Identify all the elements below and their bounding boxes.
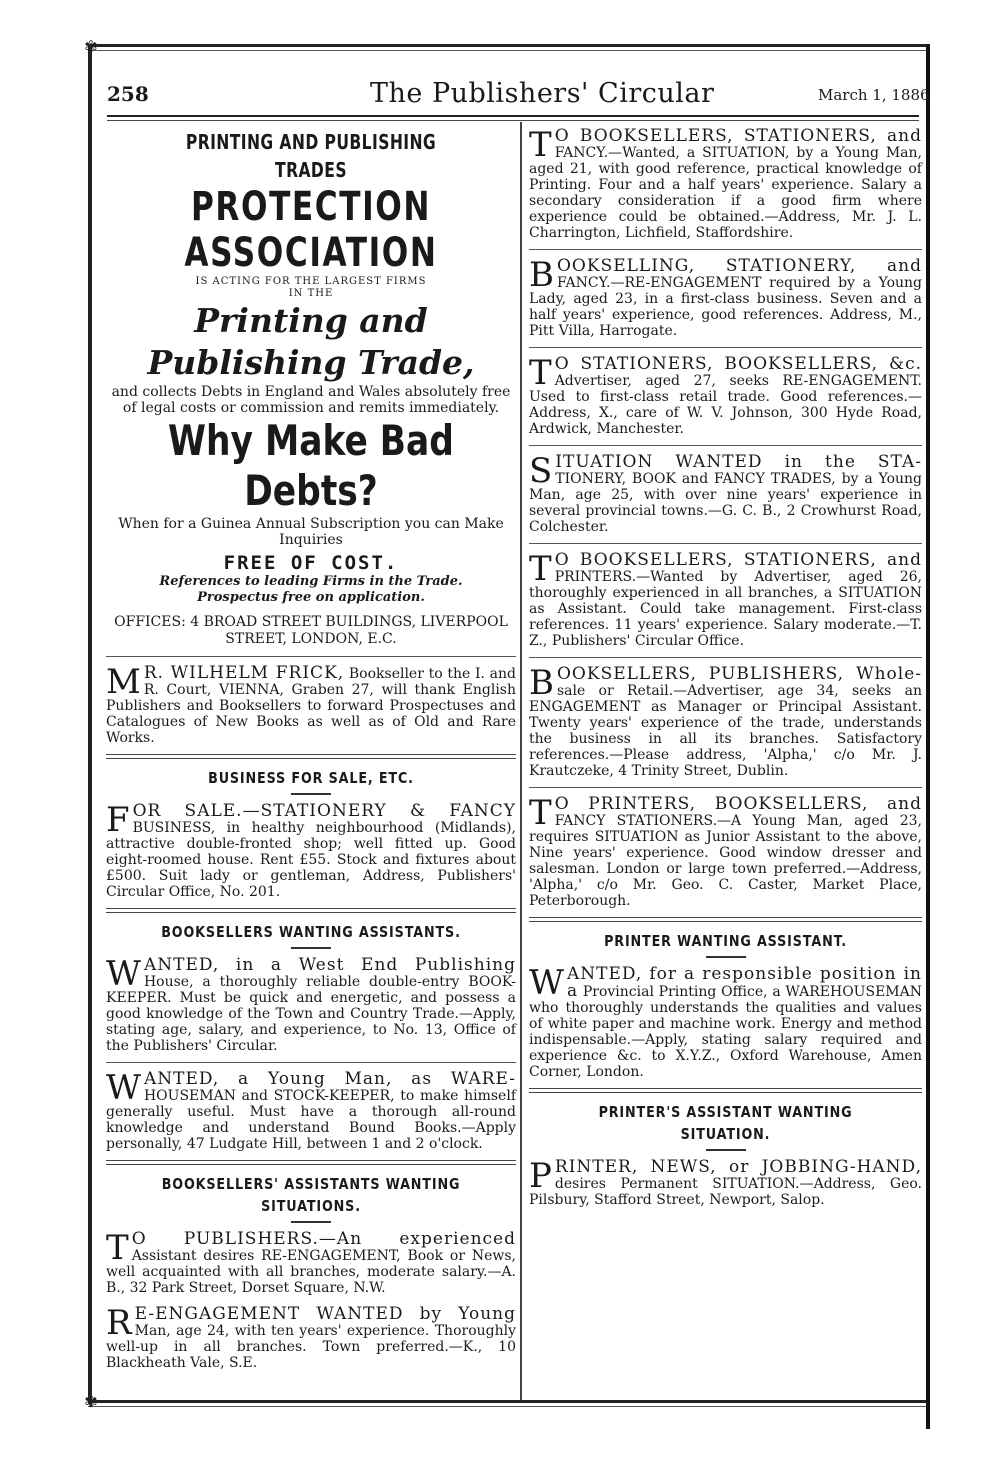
divider-double bbox=[529, 1088, 922, 1093]
section-heading: PRINTER WANTING ASSISTANT. bbox=[604, 932, 847, 950]
divider-double bbox=[106, 1160, 516, 1165]
protection-in-the: IN THE bbox=[288, 288, 334, 299]
classified-ad bbox=[529, 353, 922, 437]
short-rule bbox=[291, 793, 331, 795]
ad-lead: O BOOKSELLERS, STATIONERS, and bbox=[554, 550, 922, 570]
reengagement-ad bbox=[106, 1303, 516, 1371]
drop-cap: W bbox=[106, 954, 141, 994]
ad-text: FANCY.—RE-ENGAGEMENT required by a Young Lady, aged 23, in a first-class business. Seven and a half years' experience, good references. Address, M., Pitt Villa, Harrogate. bbox=[529, 275, 922, 339]
frame-bottom-rule-thin bbox=[88, 1406, 926, 1407]
short-rule bbox=[706, 1149, 746, 1151]
frame-left-rule bbox=[88, 44, 92, 1404]
ad-text: BUSINESS, in healthy neighbourhood (Midlands), attractive double-fronted shop; well fitted up. Good eight-roomed house. Rent £55. Stock and fixtures about £500. Suit lady or gentleman, Address, Publishers' Circular Office, No. 201. bbox=[106, 820, 516, 900]
protection-collects: and collects Debts in England and Wales absolutely free of legal costs or commission and remits immediately. bbox=[111, 384, 511, 416]
ad-text: sale or Retail.—Advertiser, age 34, seeks an ENGAGEMENT as Manager or Principal Assistant. Twenty years' experience of the trade, understands the business in all its branches. Satisfactory references.—Please address, 'Alpha,' c/o Mr. J. Krautczeke, 4 Trinity Street, Dublin. bbox=[529, 683, 922, 779]
header-rule-thin bbox=[107, 120, 919, 121]
publication-title: The Publishers' Circular bbox=[370, 78, 715, 109]
ad-lead: O PRINTERS, BOOKSELLERS, and bbox=[554, 794, 922, 814]
ad-lead: E-ENGAGEMENT WANTED by Young bbox=[134, 1304, 516, 1324]
protection-acting: IS ACTING FOR THE LARGEST FIRMS bbox=[195, 276, 427, 287]
ad-text: FANCY.—Wanted, a SITUATION, by a Young Man, aged 21, with good reference, practical knowledge of Printing. Four and a half years' experience. Salary a secondary consideration if a good firm where experience could be obtained.—Address, Mr. J. L. Charrington, Lichfield, Staffordshire. bbox=[529, 145, 922, 241]
divider bbox=[529, 249, 922, 250]
corner-ornament-icon: ✾ bbox=[84, 37, 98, 56]
ad-lead: ANTED, for a responsible position in a bbox=[566, 964, 922, 1001]
drop-cap: B bbox=[529, 255, 554, 295]
drop-cap: P bbox=[529, 1156, 552, 1196]
classified-ad bbox=[529, 125, 922, 241]
divider bbox=[529, 657, 922, 658]
classified-ad bbox=[529, 963, 922, 1080]
protection-references: References to leading Firms in the Trade. bbox=[159, 574, 463, 589]
divider bbox=[106, 1062, 516, 1063]
divider bbox=[106, 656, 516, 657]
divider bbox=[529, 347, 922, 348]
section-heading: BUSINESS FOR SALE, ETC. bbox=[208, 769, 414, 787]
frame-top-rule bbox=[92, 44, 930, 47]
drop-cap: B bbox=[529, 663, 554, 703]
drop-cap: R bbox=[106, 1303, 132, 1343]
ad-text: FANCY STATIONERS.—A Young Man, aged 23, requires SITUATION as Junior Assistant to the above, Nine years' experience. Good window dresser and salesman. London or large town preferred.—Address, 'Alpha,' c/o Mr. Geo. C. Caster, Market Place, Peterborough. bbox=[529, 813, 922, 909]
protection-why-heading: Why Make Bad Debts? bbox=[168, 416, 454, 515]
ad-lead: ANTED, in a West End Publishing bbox=[143, 955, 516, 975]
ad-lead: O PUBLISHERS.—An experienced bbox=[131, 1229, 516, 1249]
divider bbox=[529, 445, 922, 446]
drop-cap: S bbox=[529, 451, 553, 491]
section-heading: BOOKSELLERS WANTING ASSISTANTS. bbox=[161, 923, 461, 941]
divider-double bbox=[529, 917, 922, 922]
ad-lead: O BOOKSELLERS, STATIONERS, and bbox=[554, 126, 922, 146]
ad-text: House, a thoroughly reliable double-entry BOOK-KEEPER. Must be quick and energetic, and possess a good knowledge of the Town and Country Trade.—Apply, stating age, salary, and experience, to No. 13, Office of the Publishers' Circular. bbox=[106, 974, 516, 1054]
classified-ad bbox=[529, 1156, 922, 1208]
ad-text: Man, age 24, with ten years' experience. Thoroughly well-up in all branches. Town preferred.—K., 10 Blackheath Vale, S.E. bbox=[106, 1323, 516, 1371]
ad-lead: RINTER, NEWS, or JOBBING-HAND, bbox=[554, 1157, 922, 1177]
wanted-bookkeeper-ad bbox=[106, 954, 516, 1054]
wanted-warehouseman-ad bbox=[106, 1068, 516, 1152]
short-rule bbox=[706, 956, 746, 958]
frame-right-rule bbox=[926, 44, 930, 1429]
for-sale-ad bbox=[106, 800, 516, 900]
drop-cap: T bbox=[106, 1228, 129, 1268]
drop-cap: W bbox=[529, 963, 564, 1003]
ad-text: Bookseller to the I. and R. Court, VIENNA, Graben 27, will thank English Publishers and Booksellers to forward Prospectuses and Catalogues of New Books as well as of Old and Rare Works. bbox=[106, 666, 516, 746]
classified-ad bbox=[529, 793, 922, 909]
left-column bbox=[106, 128, 516, 1371]
ad-text: PRINTERS.—Wanted by Advertiser, aged 26, thoroughly experienced in all branches, a SITUATION as Assistant. Could take management. First-class references. 11 years' experience. Salary moderate.—T. Z., Publishers' Circular Office. bbox=[529, 569, 922, 649]
drop-cap: T bbox=[529, 353, 552, 393]
ad-text: Assistant desires RE-ENGAGEMENT, Book or News, well acquainted with all branches, moderate salary.—A. B., 32 Park Street, Dorset Square, N.W. bbox=[106, 1248, 516, 1296]
ad-lead: O STATIONERS, BOOKSELLERS, &c. bbox=[554, 354, 922, 374]
drop-cap: T bbox=[529, 125, 552, 165]
frame-bottom-rule bbox=[88, 1400, 926, 1403]
frame-top-rule-thin bbox=[92, 50, 930, 51]
ad-text: HOUSEMAN and STOCK-KEEPER, to make himself generally useful. Must have a thorough all-round knowledge and understand Bound Books.—Apply personally, 47 Ludgate Hill, between 1 and 2 o'clock. bbox=[106, 1088, 516, 1152]
drop-cap: W bbox=[106, 1068, 141, 1108]
protection-prospectus: Prospectus free on application. bbox=[197, 590, 425, 605]
classified-ad bbox=[529, 663, 922, 779]
column-divider bbox=[520, 122, 522, 1400]
protection-line1: PRINTING AND PUBLISHING TRADES bbox=[185, 130, 437, 182]
right-column bbox=[529, 125, 922, 1208]
protection-trade-heading: Printing and Publishing Trade, bbox=[147, 301, 475, 382]
frick-ad bbox=[106, 662, 516, 746]
classified-ad bbox=[529, 549, 922, 649]
corner-ornament-icon: ✾ bbox=[84, 1392, 98, 1411]
divider-double bbox=[106, 908, 516, 913]
drop-cap: T bbox=[529, 793, 552, 833]
ad-lead: OOKSELLING, STATIONERY, and bbox=[557, 256, 922, 276]
classified-ad bbox=[529, 451, 922, 535]
publishers-ad bbox=[106, 1228, 516, 1296]
header-rule bbox=[107, 115, 919, 117]
short-rule bbox=[291, 1221, 331, 1223]
ad-lead: R. WILHELM FRICK, bbox=[143, 663, 345, 683]
ad-lead: OR SALE.—STATIONERY & FANCY bbox=[132, 801, 516, 821]
protection-free: FREE OF COST. bbox=[223, 552, 399, 574]
ad-text: Provincial Printing Office, a WAREHOUSEMAN who thoroughly understands the qualities and values of white paper and machine work. Energy and method indispensable.—Apply, stating salary required and experience &c. to X.Y.Z., Oxford Warehouse, Amen Corner, London. bbox=[529, 984, 922, 1080]
ad-lead: ITUATION WANTED in the STA- bbox=[555, 452, 922, 472]
protection-offices: OFFICES: 4 BROAD STREET BUILDINGS, LIVERPOOL STREET, LONDON, E.C. bbox=[114, 614, 508, 647]
section-heading: PRINTER'S ASSISTANT WANTING SITUATION. bbox=[598, 1103, 853, 1143]
classified-ad bbox=[529, 255, 922, 339]
drop-cap: F bbox=[106, 800, 130, 840]
issue-date: March 1, 1886 bbox=[818, 86, 930, 104]
ad-text: Advertiser, aged 27, seeks RE-ENGAGEMENT. Used to first-class retail trade. Good references.—Address, X., care of W. V. Johnson, 300 Hyde Road, Ardwick, Manchester. bbox=[529, 373, 922, 437]
drop-cap: M bbox=[106, 662, 141, 702]
ad-text: TIONERY, BOOK and FANCY TRADES, by a Young Man, age 25, with over nine years' experience in several provincial towns.—G. C. B., 2 Crowhurst Road, Colchester. bbox=[529, 471, 922, 535]
section-heading: BOOKSELLERS' ASSISTANTS WANTING SITUATIONS. bbox=[161, 1175, 461, 1215]
protection-when: When for a Guinea Annual Subscription you can Make Inquiries bbox=[118, 516, 504, 548]
divider-double bbox=[106, 754, 516, 759]
protection-line2: PROTECTION ASSOCIATION bbox=[184, 184, 438, 276]
page-number: 258 bbox=[107, 82, 149, 106]
drop-cap: T bbox=[529, 549, 552, 589]
ad-lead: OOKSELLERS, PUBLISHERS, Whole- bbox=[557, 664, 922, 684]
ad-lead: ANTED, a Young Man, as WARE- bbox=[143, 1069, 516, 1089]
divider bbox=[529, 787, 922, 788]
short-rule bbox=[291, 947, 331, 949]
ad-text: desires Permanent SITUATION.—Address, Geo. Pilsbury, Stafford Street, Newport, Salop. bbox=[529, 1176, 922, 1208]
protection-association-ad bbox=[106, 128, 516, 648]
divider bbox=[529, 543, 922, 544]
